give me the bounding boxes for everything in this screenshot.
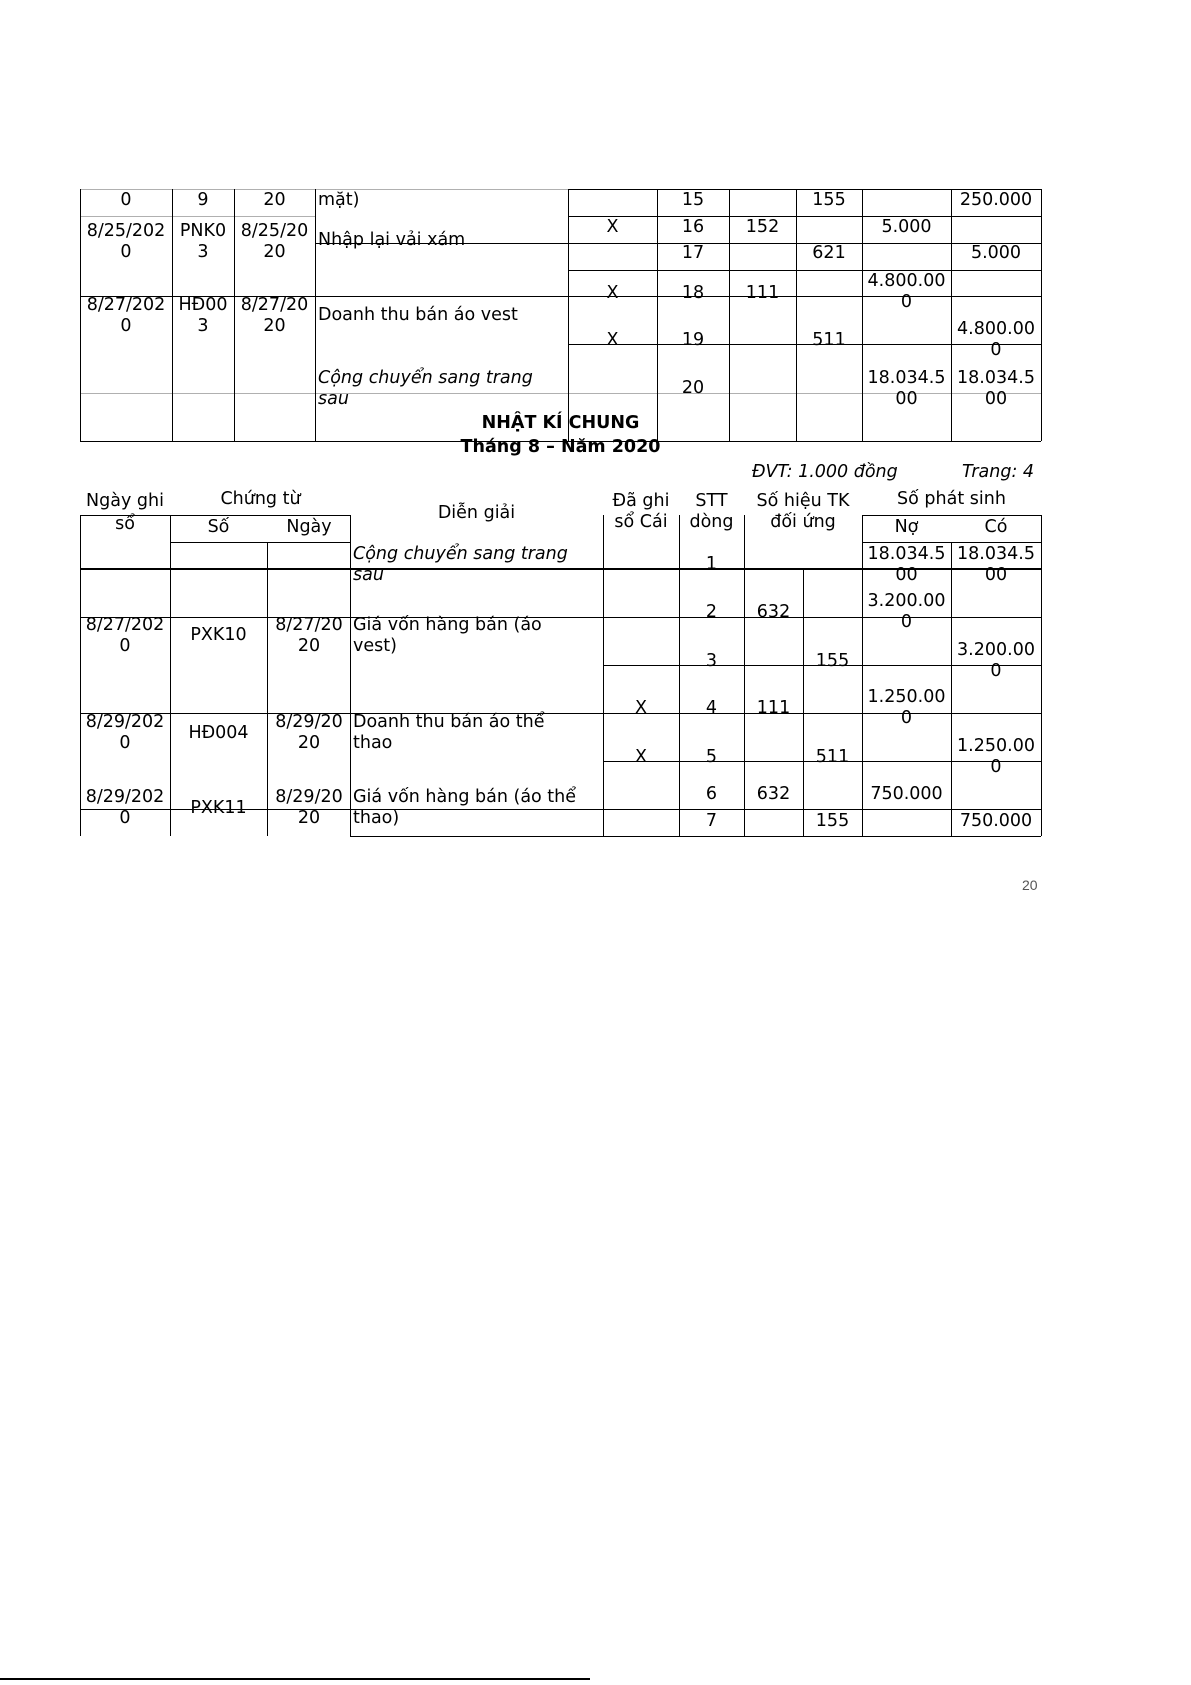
cell-date: 0: [120, 316, 132, 336]
cell-credit-amt: 18.034.5: [957, 368, 1035, 388]
cell-doc-date: 20: [263, 190, 286, 210]
cell-debit-acc: 111: [745, 283, 780, 303]
header-acc: Số hiệu TK: [756, 491, 850, 511]
header-debit: Nợ: [894, 517, 919, 537]
cell-doc-no: 9: [197, 190, 209, 210]
cell-debit-amt-wrap: 00: [895, 389, 918, 409]
row-credit-amt: 3.200.00: [957, 640, 1035, 660]
row-date-wrap: 0: [119, 733, 131, 753]
row-debit-acc: 632: [756, 784, 791, 804]
carry-debit: 18.034.5: [867, 544, 946, 564]
cell-doc-date: 20: [263, 242, 286, 262]
header-line: STT: [695, 491, 728, 511]
footer-rule: [0, 1678, 590, 1680]
cell-line: 16: [681, 217, 705, 237]
row-debit-amt: 1.250.00: [867, 687, 946, 707]
cell-desc: Doanh thu bán áo vest: [318, 305, 518, 325]
cell-doc-no: 3: [197, 242, 209, 262]
cell-doc-no: 3: [197, 316, 209, 336]
row-line: 4: [705, 698, 718, 718]
page-label: Trang: 4: [962, 462, 1035, 482]
row-debit-amt-wrap: 0: [900, 612, 913, 632]
cell-line: 19: [681, 330, 705, 350]
header-doc-date: Ngày: [286, 517, 332, 537]
row-date-wrap: 0: [119, 808, 131, 828]
cell-posted: X: [606, 330, 619, 350]
cell-line: 18: [681, 283, 705, 303]
row-debit-acc: 632: [756, 602, 791, 622]
row-debit-amt: 3.200.00: [867, 591, 946, 611]
row-doc-date-wrap: 20: [297, 808, 321, 828]
cell-desc: mặt): [318, 190, 360, 210]
carry-credit-wrap: 00: [984, 565, 1008, 585]
cell-credit-amt: 5.000: [970, 243, 1022, 263]
carry-desc: Cộng chuyển sang trang: [353, 544, 568, 564]
row-desc: Doanh thu bán áo thể: [353, 712, 545, 732]
header-posted: Đã ghi: [612, 491, 670, 511]
cell-credit-amt: 250.000: [959, 190, 1033, 210]
row-credit-amt: 1.250.00: [957, 736, 1035, 756]
row-desc-wrap: thao): [353, 808, 400, 828]
cell-credit-amt: 4.800.00: [957, 319, 1035, 339]
row-date: 8/29/202: [85, 712, 165, 732]
page-number: 20: [1022, 877, 1038, 893]
journal-subtitle: Tháng 8 – Năm 2020: [460, 437, 661, 457]
row-credit-acc: 511: [815, 747, 850, 767]
row-desc-wrap: thao: [353, 733, 393, 753]
row-debit-acc: 111: [756, 698, 791, 718]
row-doc-date: 8/27/20: [275, 615, 343, 635]
row-debit-amt: 750.000: [870, 784, 943, 804]
header-desc: Diễn giải: [437, 503, 516, 523]
cell-line: 20: [681, 378, 705, 398]
row-doc-date: 8/29/20: [275, 712, 343, 732]
cell-line: 15: [681, 190, 705, 210]
cell-doc-date: 20: [263, 316, 286, 336]
row-line: 5: [705, 747, 718, 767]
row-doc-no: PXK10: [190, 625, 247, 645]
cell-desc-wrap: sau: [318, 389, 349, 409]
header-credit: Có: [984, 517, 1008, 537]
cell-desc: Cộng chuyển sang trang: [318, 368, 533, 388]
cell-credit-acc: 621: [812, 243, 846, 263]
carry-desc-wrap: sau: [353, 565, 384, 585]
row-date: 8/29/202: [85, 787, 165, 807]
unit-label: ĐVT: 1.000 đồng: [752, 462, 898, 482]
row-credit-amt-wrap: 0: [990, 661, 1002, 681]
cell-credit-acc: 155: [812, 190, 846, 210]
cell-debit-amt: 18.034.5: [867, 368, 946, 388]
header-date: Ngày ghi: [86, 491, 164, 511]
cell-posted: X: [606, 217, 619, 237]
row-line: 2: [705, 602, 718, 622]
row-doc-no: HĐ004: [188, 723, 249, 743]
cell-debit-amt: 5.000: [881, 217, 932, 237]
row-desc: Giá vốn hàng bán (áo thể: [353, 787, 577, 807]
row-doc-no: PXK11: [190, 798, 247, 818]
row-debit-amt-wrap: 0: [900, 708, 913, 728]
row-line: 3: [705, 651, 718, 671]
cell-date: 0: [120, 242, 132, 262]
cell-desc: Nhập lại vải xám: [318, 230, 466, 250]
carry-debit-wrap: 00: [895, 565, 918, 585]
row-credit-amt-wrap: 0: [990, 757, 1002, 777]
row-desc: Giá vốn hàng bán (áo: [353, 615, 542, 635]
header-date-wrap: sổ: [115, 514, 135, 534]
carry-credit: 18.034.5: [957, 544, 1035, 564]
cell-credit-amt-wrap: 0: [990, 340, 1002, 360]
row-doc-date-wrap: 20: [297, 636, 321, 656]
row-doc-date: 8/29/20: [275, 787, 343, 807]
header-line-wrap: dòng: [689, 512, 734, 532]
row-doc-date-wrap: 20: [297, 733, 321, 753]
cell-date: 8/25/202: [86, 221, 166, 241]
row-line: 7: [705, 811, 718, 831]
row-posted: X: [635, 747, 647, 767]
cell-posted: X: [606, 283, 619, 303]
row-date: 8/27/202: [85, 615, 165, 635]
carry-line: 1: [705, 554, 718, 574]
cell-date: 0: [120, 190, 132, 210]
cell-line: 17: [681, 243, 705, 263]
header-doc: Chứng từ: [220, 489, 301, 509]
cell-credit-amt-wrap: 00: [984, 389, 1008, 409]
row-desc-wrap: vest): [353, 636, 397, 656]
row-date-wrap: 0: [119, 636, 131, 656]
header-amount: Số phát sinh: [897, 489, 1006, 509]
cell-date: 8/27/202: [86, 295, 166, 315]
cell-doc-no: PNK0: [179, 221, 227, 241]
cell-debit-amt: 4.800.00: [867, 271, 946, 291]
row-credit-amt: 750.000: [959, 811, 1033, 831]
row-posted: X: [635, 698, 647, 718]
header-posted-wrap: sổ Cái: [614, 512, 668, 532]
row-credit-acc: 155: [815, 811, 850, 831]
header-doc-no: Số: [207, 517, 230, 537]
cell-credit-acc: 511: [812, 330, 846, 350]
cell-doc-no: HĐ00: [178, 295, 228, 315]
row-credit-acc: 155: [815, 651, 850, 671]
cell-doc-date: 8/25/20: [240, 221, 309, 241]
row-line: 6: [705, 784, 718, 804]
header-acc-wrap: đối ứng: [770, 512, 836, 532]
journal-title: NHẬT KÍ CHUNG: [481, 413, 640, 433]
cell-debit-amt: 0: [900, 292, 913, 312]
cell-debit-acc: 152: [745, 217, 780, 237]
cell-doc-date: 8/27/20: [240, 295, 309, 315]
